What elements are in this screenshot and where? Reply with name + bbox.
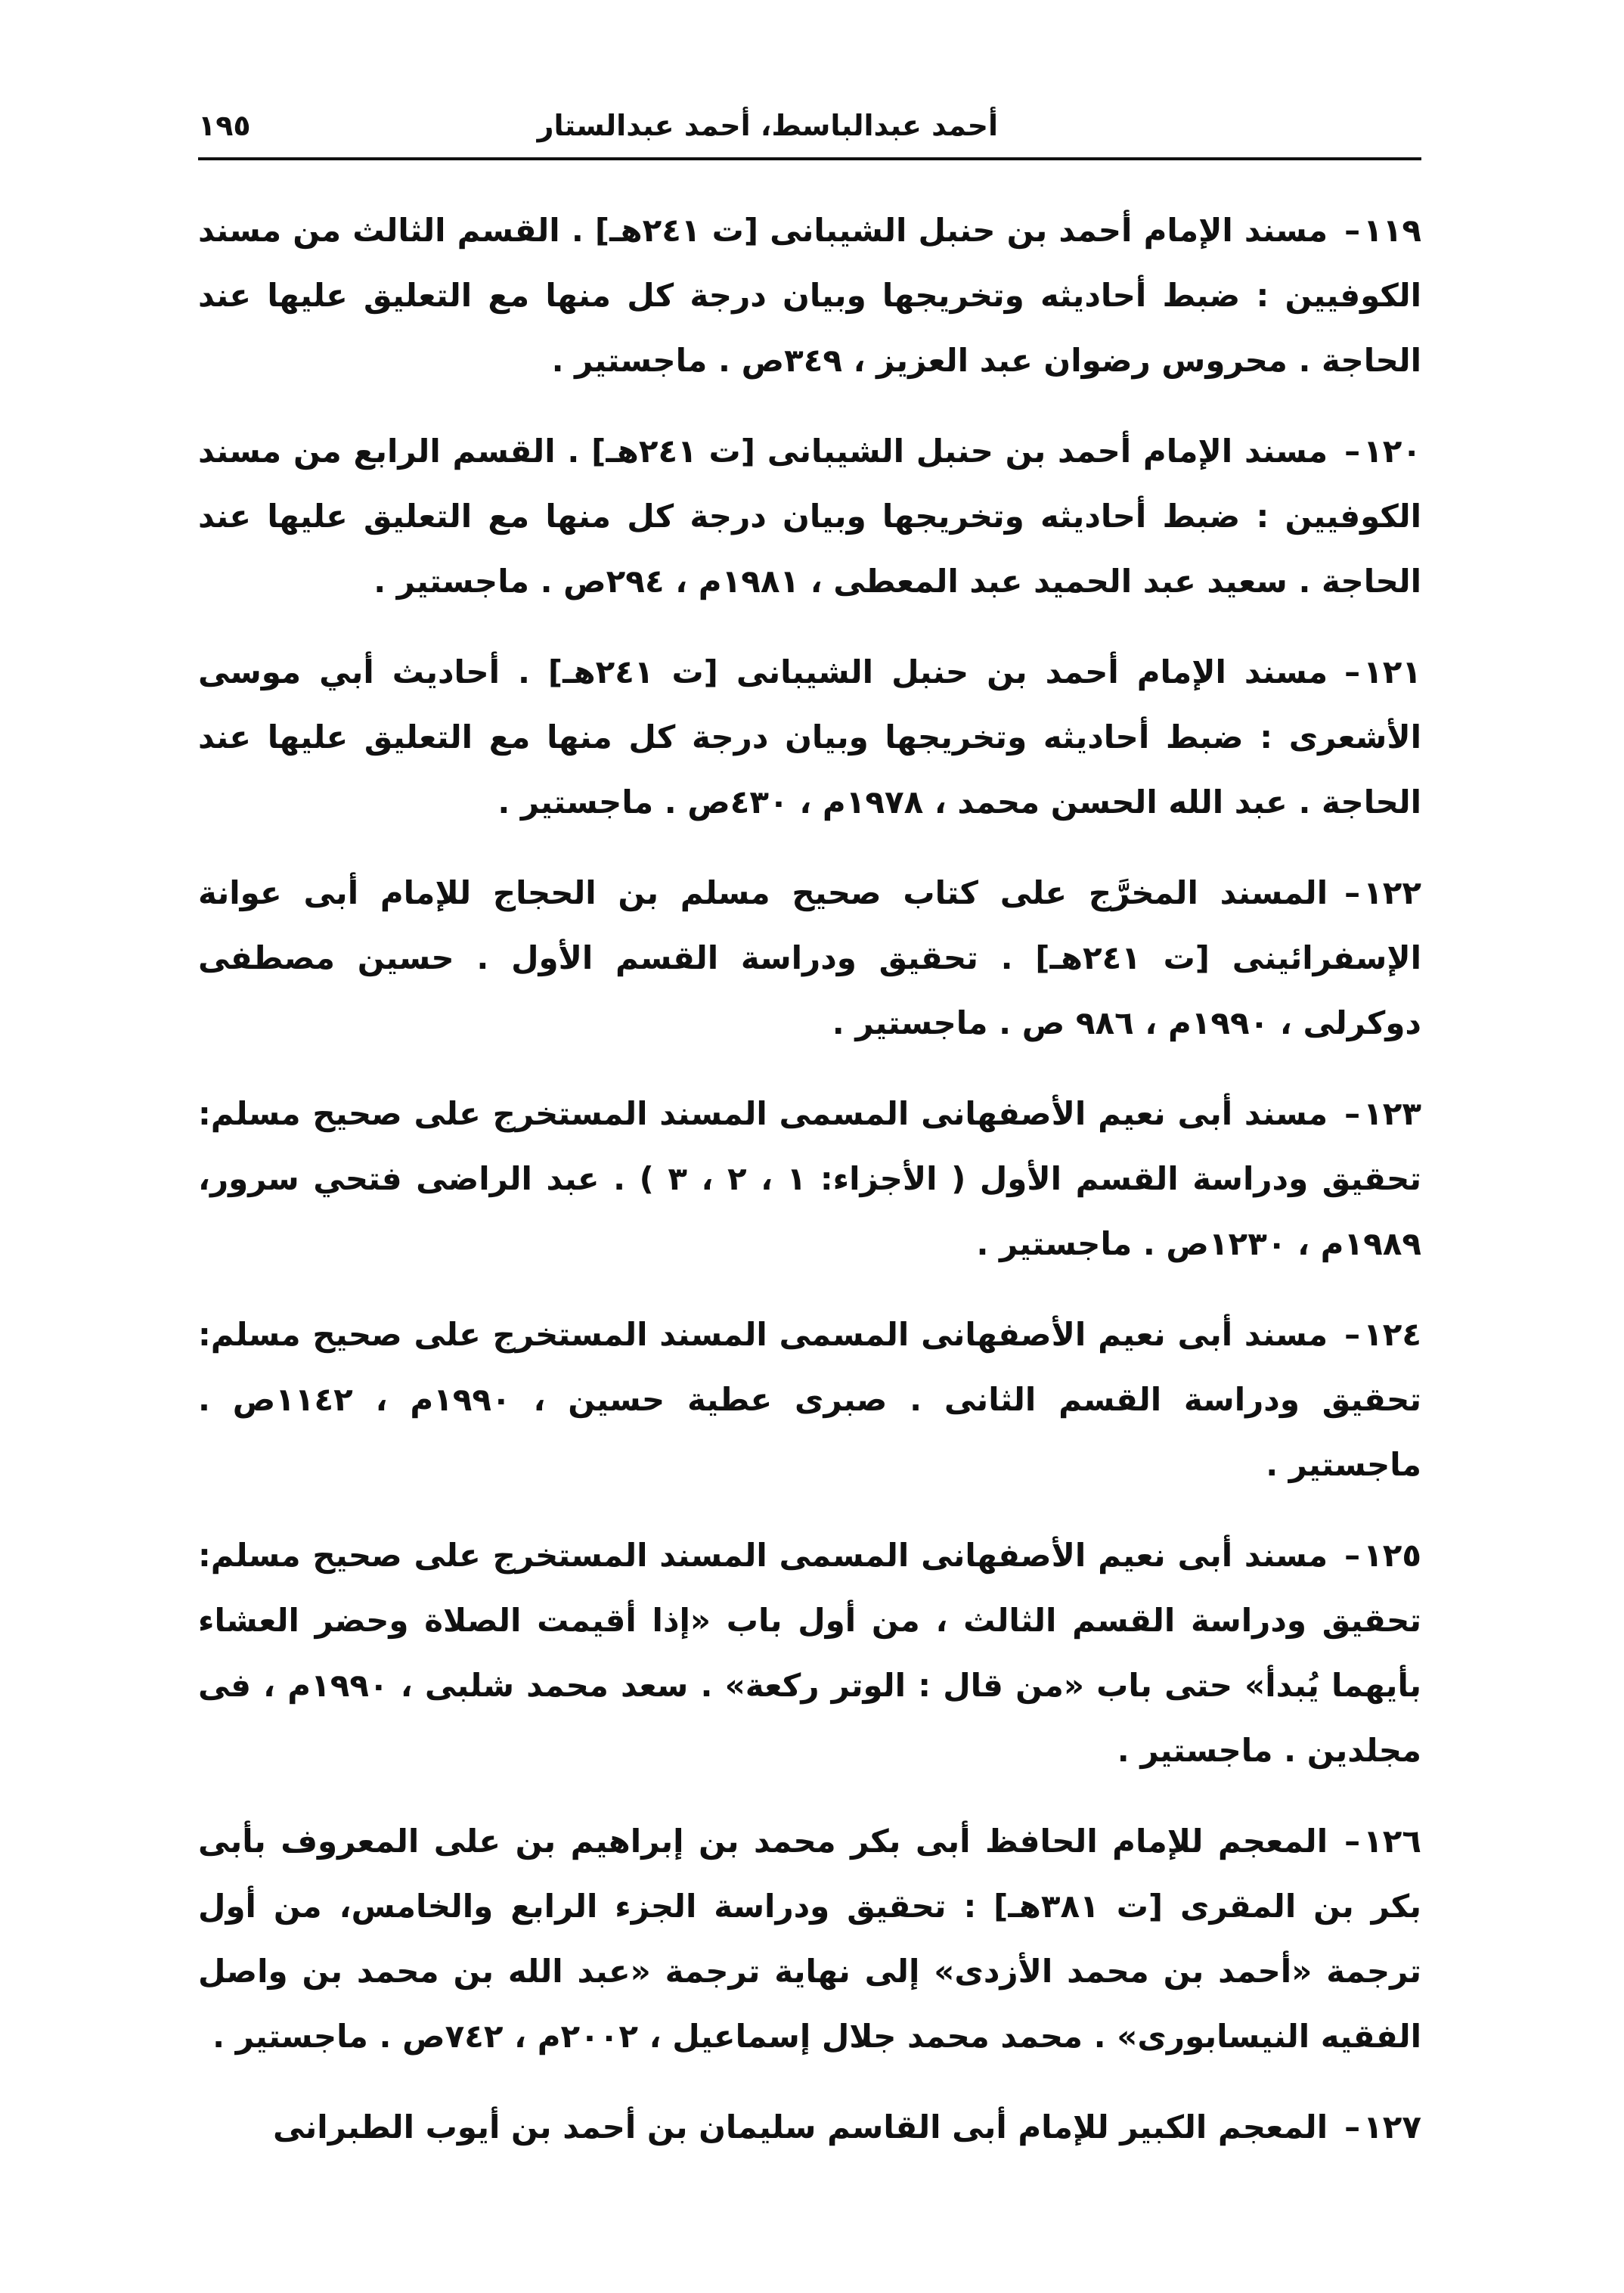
- bibliography-list: [198, 198, 1421, 2186]
- entry-number: ١٢١: [1363, 653, 1421, 690]
- entry-dash: –: [1344, 874, 1361, 911]
- bibliography-entry-123: [198, 1081, 1421, 1277]
- entry-text: مسند الإمام أحمد بن حنبل الشيبانى [ت ٢٤١هـ] . القسم الثالث من مسند الكوفيين : ضبط أحاديثه وتخريجها وبيان درجة كل منها مع التعليق عليها عند الحاجة . محروس رضوان عبد العزيز ، ٣٤٩ص . ماجستير .: [198, 212, 1421, 379]
- bibliography-entry-126: [198, 1809, 1421, 2069]
- entry-dash: –: [1344, 1316, 1361, 1353]
- entry-dash: –: [1344, 653, 1361, 690]
- entry-number: ١٢٧: [1363, 2108, 1421, 2146]
- bibliography-entry-119: [198, 198, 1421, 393]
- entry-text: مسند أبى نعيم الأصفهانى المسمى المسند المستخرج على صحيح مسلم: تحقيق ودراسة القسم الثالث ، من أول باب «إذا أقيمت الصلاة وحضر العشاء بأيهما يُبدأ» حتى باب «من قال : الوتر ركعة» . سعد محمد شلبى ، ١٩٩٠م ، فى مجلدين . ماجستير .: [198, 1537, 1421, 1769]
- entry-number: ١٢٦: [1363, 1823, 1421, 1860]
- entry-text: مسند الإمام أحمد بن حنبل الشيبانى [ت ٢٤١هـ] . القسم الرابع من مسند الكوفيين : ضبط أحاديثه وتخريجها وبيان درجة كل منها مع التعليق عليها عند الحاجة . سعيد عبد الحميد عبد المعطى ، ١٩٨١م ، ٢٩٤ص . ماجستير .: [198, 433, 1421, 600]
- header-divider: [198, 157, 1421, 160]
- entry-dash: –: [1344, 1823, 1361, 1860]
- entry-text: المسند المخرَّج على كتاب صحيح مسلم بن الحجاج للإمام أبى عوانة الإسفرائينى [ت ٢٤١هـ] . تحقيق ودراسة القسم الأول . حسين مصطفى دوكرلى ، ١٩٩٠م ، ٩٨٦ ص . ماجستير .: [198, 874, 1421, 1041]
- entry-text: المعجم للإمام الحافظ أبى بكر محمد بن إبراهيم بن على المعروف بأبى بكر بن المقرى [ت ٣٨١هـ] : تحقيق ودراسة الجزء الرابع والخامس، من أول ترجمة «أحمد بن محمد الأزدى» إلى نهاية ترجمة «عبد الله بن محمد بن واصل الفقيه النيسابورى» . محمد محمد جلال إسماعيل ، ٢٠٠٢م ، ٧٤٢ص . ماجستير .: [198, 1823, 1421, 2055]
- entry-number: ١١٩: [1363, 212, 1421, 249]
- bibliography-entry-127: [198, 2095, 1421, 2160]
- bibliography-entry-125: [198, 1523, 1421, 1783]
- running-header-authors: أحمد عبدالباسط، أحمد عبدالستار: [537, 109, 998, 142]
- entry-dash: –: [1344, 1537, 1361, 1574]
- entry-number: ١٢٠: [1363, 433, 1422, 470]
- bibliography-entry-124: [198, 1302, 1421, 1497]
- entry-number: ١٢٤: [1363, 1316, 1421, 1353]
- entry-dash: –: [1344, 2108, 1361, 2146]
- entry-text: مسند الإمام أحمد بن حنبل الشيبانى [ت ٢٤١هـ] . أحاديث أبي موسى الأشعرى : ضبط أحاديثه وتخريجها وبيان درجة كل منها مع التعليق عليها عند الحاجة . عبد الله الحسن محمد ، ١٩٧٨م ، ٤٣٠ص . ماجستير .: [198, 653, 1421, 821]
- bibliography-entry-121: [198, 640, 1421, 835]
- bibliography-entry-120: [198, 419, 1421, 614]
- entry-number: ١٢٣: [1363, 1095, 1421, 1132]
- entry-number: ١٢٥: [1363, 1537, 1421, 1574]
- entry-text: مسند أبى نعيم الأصفهانى المسمى المسند المستخرج على صحيح مسلم: تحقيق ودراسة القسم الأول ( الأجزاء: ١ ، ٢ ، ٣ ) . عبد الراضى فتحي سرور، ١٩٨٩م ، ١٢٣٠ص . ماجستير .: [198, 1095, 1422, 1262]
- bibliography-entry-122: [198, 861, 1421, 1056]
- entry-dash: –: [1344, 433, 1361, 470]
- page-header: [198, 104, 1421, 153]
- entry-dash: –: [1344, 212, 1361, 249]
- entry-dash: –: [1344, 1095, 1361, 1132]
- entry-text: مسند أبى نعيم الأصفهانى المسمى المسند المستخرج على صحيح مسلم: تحقيق ودراسة القسم الثانى . صبرى عطية حسين ، ١٩٩٠م ، ١١٤٢ص . ماجستير .: [198, 1316, 1422, 1483]
- page-number: ١٩٥: [198, 109, 251, 142]
- entry-text: المعجم الكبير للإمام أبى القاسم سليمان بن أحمد بن أيوب الطبرانى: [273, 2108, 1328, 2146]
- entry-number: ١٢٢: [1363, 874, 1421, 911]
